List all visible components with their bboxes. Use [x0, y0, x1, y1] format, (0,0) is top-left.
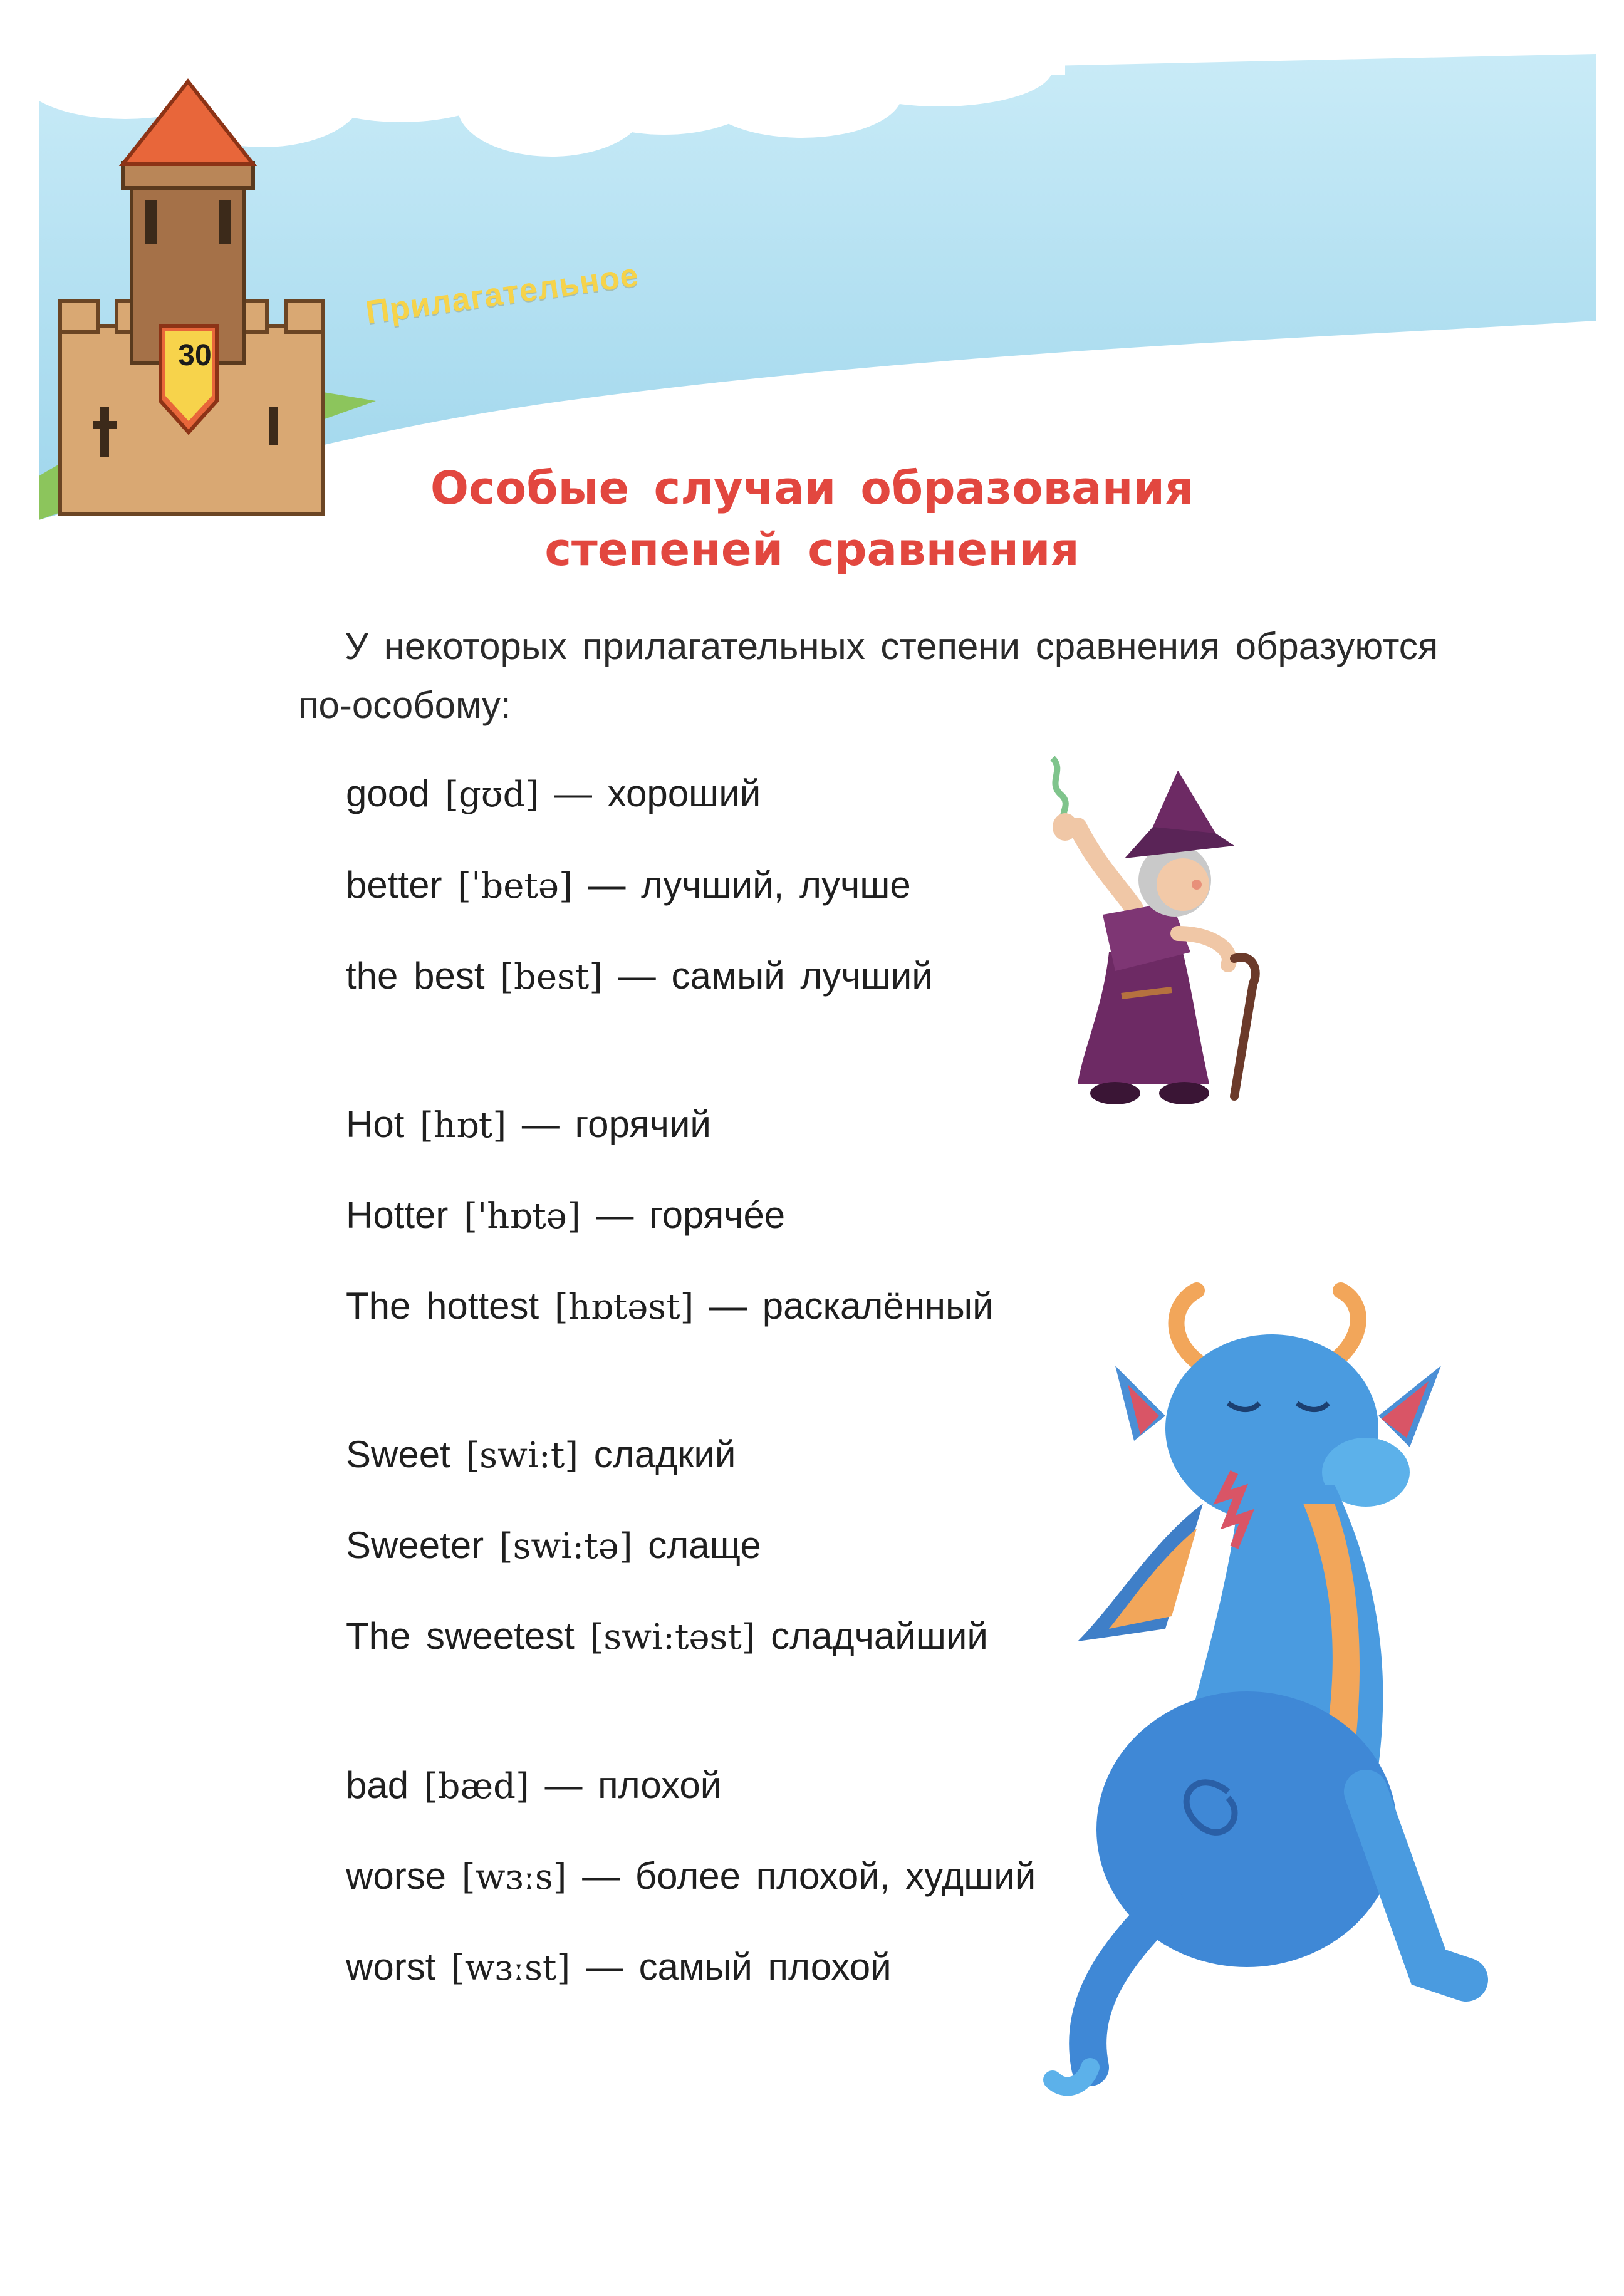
entry-word: bad	[346, 1764, 409, 1806]
entry-transcription: [wɜːs]	[461, 1857, 567, 1898]
vocab-entry	[346, 1524, 761, 1567]
entry-translation: сладчайший	[771, 1615, 988, 1657]
entry-word: good	[346, 772, 430, 814]
page-number-badge: 30	[178, 339, 212, 372]
entry-transcription: [hɒtəst]	[554, 1287, 694, 1327]
entry-translation: сладкий	[593, 1433, 736, 1475]
entry-translation: — раскалённый	[709, 1285, 994, 1327]
entry-transcription: ['hɒtə]	[464, 1196, 581, 1237]
entry-word: better	[346, 864, 442, 906]
entry-word: worse	[346, 1855, 447, 1897]
intro-paragraph	[298, 617, 1457, 735]
entry-word: worst	[346, 1946, 436, 1988]
entry-translation: — самый плохой	[585, 1946, 892, 1988]
entry-transcription: [hɒt]	[420, 1105, 507, 1146]
entry-word: The sweetest	[346, 1615, 575, 1657]
intro-text: У некоторых прилагательных степени сравнения образуются по-особому:	[298, 625, 1439, 726]
entry-transcription: [bæd]	[424, 1766, 529, 1807]
vocab-entry	[346, 1614, 988, 1658]
entry-word: Sweeter	[346, 1524, 484, 1566]
entry-word: Sweet	[346, 1433, 450, 1475]
vocab-entry	[346, 1284, 994, 1327]
entry-translation: — хороший	[554, 772, 761, 814]
entry-word: Hotter	[346, 1194, 449, 1236]
page-title-line-2: степеней сравнения	[544, 523, 1080, 576]
vocab-entry	[346, 1854, 1036, 1898]
entry-transcription: [wɜːst]	[451, 1948, 571, 1988]
vocab-entry	[346, 1433, 736, 1476]
entry-word: The hottest	[346, 1285, 539, 1327]
entry-translation: — более плохой, худший	[582, 1855, 1036, 1897]
entry-transcription: [swi:t]	[466, 1435, 579, 1476]
entry-transcription: [best]	[500, 957, 603, 997]
entry-transcription: [swi:təst]	[590, 1617, 756, 1658]
vocab-entry	[346, 954, 933, 997]
entry-translation: слаще	[648, 1524, 761, 1566]
entry-word: Hot	[346, 1103, 405, 1145]
witch-illustration	[1028, 745, 1278, 1109]
vocab-entry	[346, 772, 761, 815]
entry-translation: — плохой	[544, 1764, 722, 1806]
section-label: Прилагательное	[363, 256, 642, 331]
vocab-entry	[346, 1945, 892, 1988]
vocab-entry	[346, 1764, 721, 1807]
entry-translation: — самый лучший	[618, 955, 933, 997]
page-title-line-1: Особые случаи образования	[430, 462, 1194, 514]
dragon-illustration	[1040, 1278, 1504, 2105]
entry-translation: — горячий	[521, 1103, 711, 1145]
entry-translation: — горячéе	[596, 1194, 786, 1236]
entry-translation: — лучший, лучше	[588, 864, 911, 906]
entry-transcription: [ˈbetə]	[457, 866, 573, 906]
entry-transcription: [gʊd]	[445, 774, 539, 815]
vocab-entry	[346, 1103, 711, 1146]
entry-word: the best	[346, 955, 485, 997]
vocab-entry	[346, 1193, 785, 1237]
entry-transcription: [swi:tə]	[499, 1526, 633, 1567]
vocab-entry	[346, 863, 911, 906]
page-title	[0, 457, 1624, 580]
